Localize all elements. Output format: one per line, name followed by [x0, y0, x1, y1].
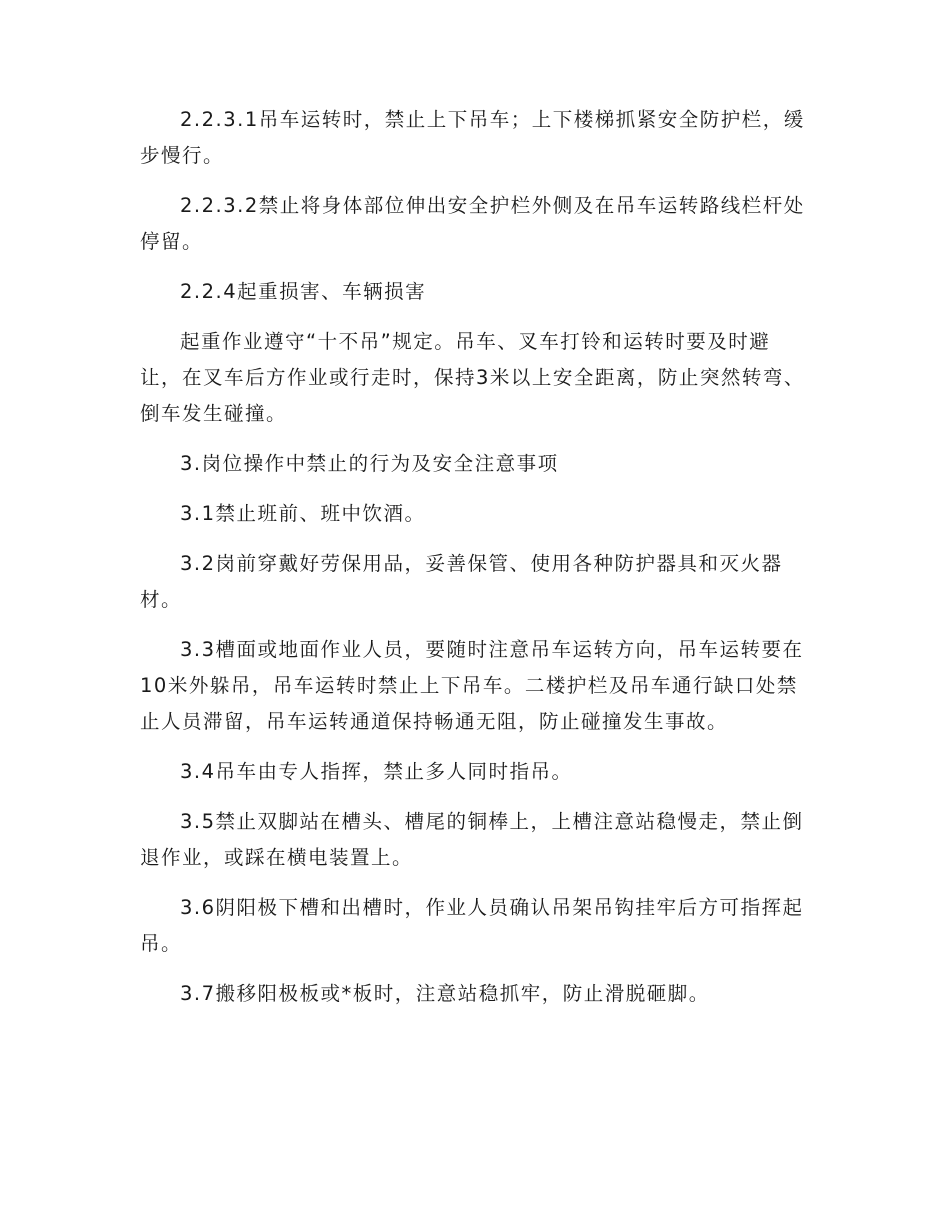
paragraph-2-2-3-1: 2.2.3.1吊车运转时，禁止上下吊车；上下楼梯抓紧安全防护栏，缓步慢行。 — [140, 108, 805, 167]
paragraph-3-3: 3.3槽面或地面作业人员，要随时注意吊车运转方向，吊车运转要在10米外躲吊，吊车运转时禁止上下吊车。二楼护栏及吊车通行缺口处禁止人员滞留，吊车运转通道保持畅通无阻，防止碰撞发生事故。 — [140, 638, 804, 733]
document-body — [140, 102, 812, 1026]
paragraph-3-4: 3.4吊车由专人指挥，禁止多人同时指吊。 — [180, 760, 573, 783]
paragraph-3-7: 3.7搬移阳极板或*板时，注意站稳抓牢，防止滑脱砸脚。 — [180, 982, 710, 1005]
paragraph-3-1: 3.1禁止班前、班中饮酒。 — [180, 502, 426, 525]
heading-2-2-4: 2.2.4起重损害、车辆损害 — [180, 280, 427, 303]
paragraph-3-6: 3.6阴阳极下槽和出槽时，作业人员确认吊架吊钩挂牢后方可指挥起吊。 — [140, 896, 804, 955]
paragraph-lifting-rules: 起重作业遵守“十不吊”规定。吊车、叉车打铃和运转时要及时避让，在叉车后方作业或行走时，保持3米以上安全距离，防止突然转弯、倒车发生碰撞。 — [140, 330, 805, 425]
paragraph-3-2: 3.2岗前穿戴好劳保用品，妥善保管、使用各种防护器具和灭火器材。 — [140, 552, 783, 611]
paragraph-2-2-3-2: 2.2.3.2禁止将身体部位伸出安全护栏外侧及在吊车运转路线栏杆处停留。 — [140, 194, 805, 253]
heading-section-3: 3.岗位操作中禁止的行为及安全注意事项 — [180, 452, 559, 475]
paragraph-3-5: 3.5禁止双脚站在槽头、槽尾的铜棒上，上槽注意站稳慢走，禁止倒退作业，或踩在横电装置上。 — [140, 810, 804, 869]
